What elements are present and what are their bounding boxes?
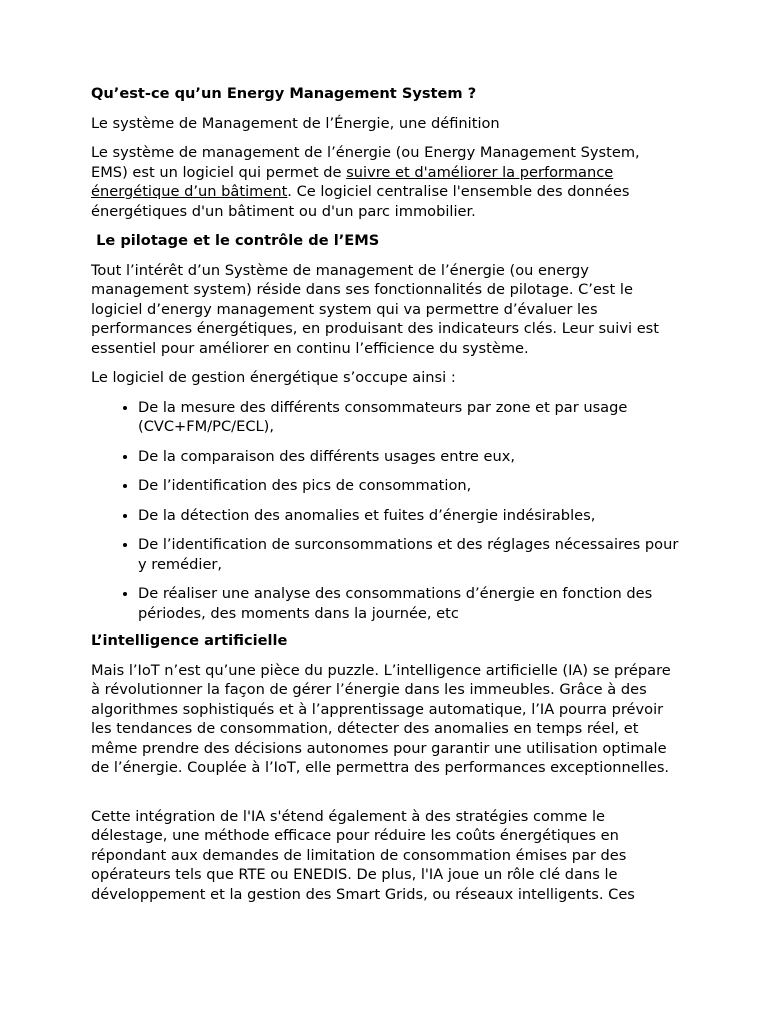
list-item: • De la comparaison des différents usages entre eux, [138,447,681,467]
list-item: • De la mesure des différents consommateurs par zone et par usage (CVC+FM/PC/ECL), [138,398,681,437]
document-title: Qu’est-ce qu’un Energy Management System ? [91,85,477,102]
list-item: • De l’identification des pics de consommation, [138,476,681,496]
definition-text-end: . Ce logiciel centralise l'ensemble des données énergétiques d'un bâtiment ou d'un parc immobilier. [91,183,630,220]
paragraph-spacer [91,788,681,807]
pilotage-paragraph: Tout l’intérêt d’un Système de management de l’énergie (ou energy management system) réside dans ses fonctionnalités de pilotage. C’est le logiciel d’energy management system qui va permettre d’évaluer les performances énergétiques, en produisant des indicateurs clés. Leur suivi est essentiel pour améliorer en continu l’efficience du système. [91,261,659,357]
performance-link[interactable]: suivre et d'améliorer la performance énergétique d’un bâtiment [91,163,614,200]
ia-paragraph-2: Cette intégration de l'IA s'étend également à des stratégies comme le délestage, une méthode efficace pour réduire les coûts énergétiques en répondant aux demandes de limitation de consommation émises par des opérateurs tels que RTE ou ENEDIS. De plus, l'IA joue un rôle clé dans le développement et la gestion des Smart Grids, ou réseaux intelligents. Ces [91,807,635,903]
list-item: • De la détection des anomalies et fuites d’énergie indésirables, [138,506,681,526]
document-subtitle: Le système de Management de l’Énergie, une définition [91,114,500,132]
definition-text-start: Le système de management de l’énergie (ou Energy Management System, EMS) est un logiciel qui permet de [91,144,640,181]
section-heading-ia: L’intelligence artificielle [91,632,288,649]
definition-paragraph [91,143,681,221]
ia-paragraph-1: Mais l’IoT n’est qu’une pièce du puzzle. L’intelligence artificielle (IA) se prépare à révolutionner la façon de gérer l’énergie dans les immeubles. Grâce à des algorithmes sophistiqués et à l’apprentissage automatique, l’IA pourra prévoir les tendances de consommation, détecter des anomalies en temps réel, et même prendre des décisions autonomes pour garantir une utilisation optimale de l’énergie. Couplée à l’IoT, elle permettra des performances exceptionnelles. [91,661,671,776]
list-intro: Le logiciel de gestion énergétique s’occupe ainsi : [91,369,456,386]
list-item: • De l’identification de surconsommations et des réglages nécessaires pour y remédier, [138,535,681,574]
section-heading-pilotage: Le pilotage et le contrôle de l’EMS [91,232,380,249]
features-list [91,398,681,624]
list-item: • De réaliser une analyse des consommations d’énergie en fonction des périodes, des moments dans la journée, etc [138,584,681,623]
document-page [91,84,681,914]
